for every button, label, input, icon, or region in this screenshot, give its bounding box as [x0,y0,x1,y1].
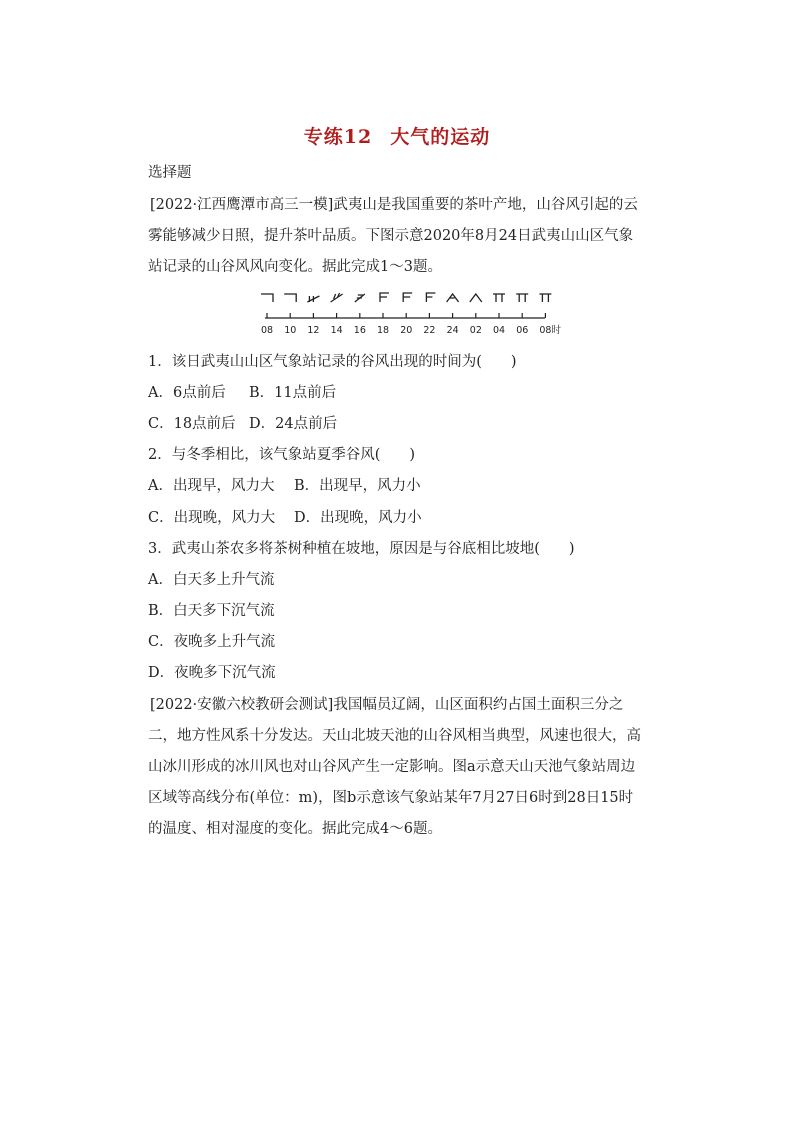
q2-option-a[interactable]: A．出现早，风力大 [148,478,275,494]
page-title [0,122,794,149]
q1-option-a[interactable]: A．6点前后 [148,385,226,401]
time-tick-label: 14 [330,325,343,336]
time-tick-label: 18 [377,325,390,336]
time-tick-label: 20 [400,325,413,336]
wind-barbs [261,293,551,302]
wind-barb [539,294,551,302]
wind-barb [426,293,435,302]
q3-option-b[interactable]: B．白天多下沉气流 [148,603,275,619]
wind-barb [470,294,482,302]
time-tick-label: 08 [261,325,274,336]
q3-option-a[interactable]: A．白天多上升气流 [148,572,275,588]
wind-barb [307,296,319,302]
wind-barb [284,294,296,302]
wind-barb [447,294,459,302]
section-heading: 选择题 [148,165,192,181]
title-number: 专练12 [303,126,373,148]
time-tick-label: 02 [469,325,482,336]
time-tick-label: 16 [353,325,366,336]
time-tick-label: 22 [423,325,436,336]
q3-option-c[interactable]: C．夜晚多上升气流 [148,634,276,650]
time-tick-label: 04 [493,325,506,336]
time-tick-label: 10 [284,325,297,336]
q3-option-d[interactable]: D．夜晚多下沉气流 [148,665,276,681]
q1-option-b[interactable]: B．11点前后 [249,385,337,401]
q1-stem: 1．该日武夷山山区气象站记录的谷风出现的时间为( ) [148,354,517,370]
q2-option-d[interactable]: D．出现晚，风力小 [294,510,422,526]
intro-paragraph-1: [2022·江西鹰潭市高三一模]武夷山是我国重要的茶叶产地，山谷风引起的云雾能够减少日照，提升茶叶品质。下图示意2020年8月24日武夷山山区气象站记录的山谷风风向变化。据此完成1～3题。 [148,197,638,275]
q1-option-d[interactable]: D．24点前后 [249,416,338,432]
intro-paragraph-2: [2022·安徽六校教研会测试]我国幅员辽阔，山区面积约占国土面积三分之二，地方性风系十分发达。天山北坡天池的山谷风相当典型，风速也很大，高山冰川形成的冰川风也对山谷风产生一定影响。图a示意天山天池气象站周边区域等高线分布(单位：m)，图b示意该气象站某年7月27日6时到28日15时的温度、相对湿度的变化。据此完成4～6题。 [148,697,641,837]
q1-option-c[interactable]: C．18点前后 [148,416,236,432]
wind-direction-chart [255,288,575,342]
time-tick-label: 06 [516,325,529,336]
q2-option-b[interactable]: B．出现早，风力小 [294,478,421,494]
time-tick-label: 24 [446,325,459,336]
wind-barb [380,293,389,302]
time-axis-ticks [267,313,545,318]
title-text: 大气的运动 [390,126,491,148]
wind-barb [355,294,365,302]
wind-barb [516,294,528,302]
wind-barb [331,293,343,302]
wind-barb [493,294,505,302]
q2-stem: 2．与冬季相比，该气象站夏季谷风( ) [148,447,416,463]
time-tick-label: 12 [307,325,320,336]
time-tick-label: 08时 [539,325,561,336]
time-axis-labels [261,324,561,336]
wind-barb [261,294,273,302]
q3-stem: 3．武夷山茶农多将茶树种植在坡地，原因是与谷底相比坡地( ) [148,541,575,557]
wind-barb [403,293,412,302]
q2-option-c[interactable]: C．出现晚，风力大 [148,510,276,526]
